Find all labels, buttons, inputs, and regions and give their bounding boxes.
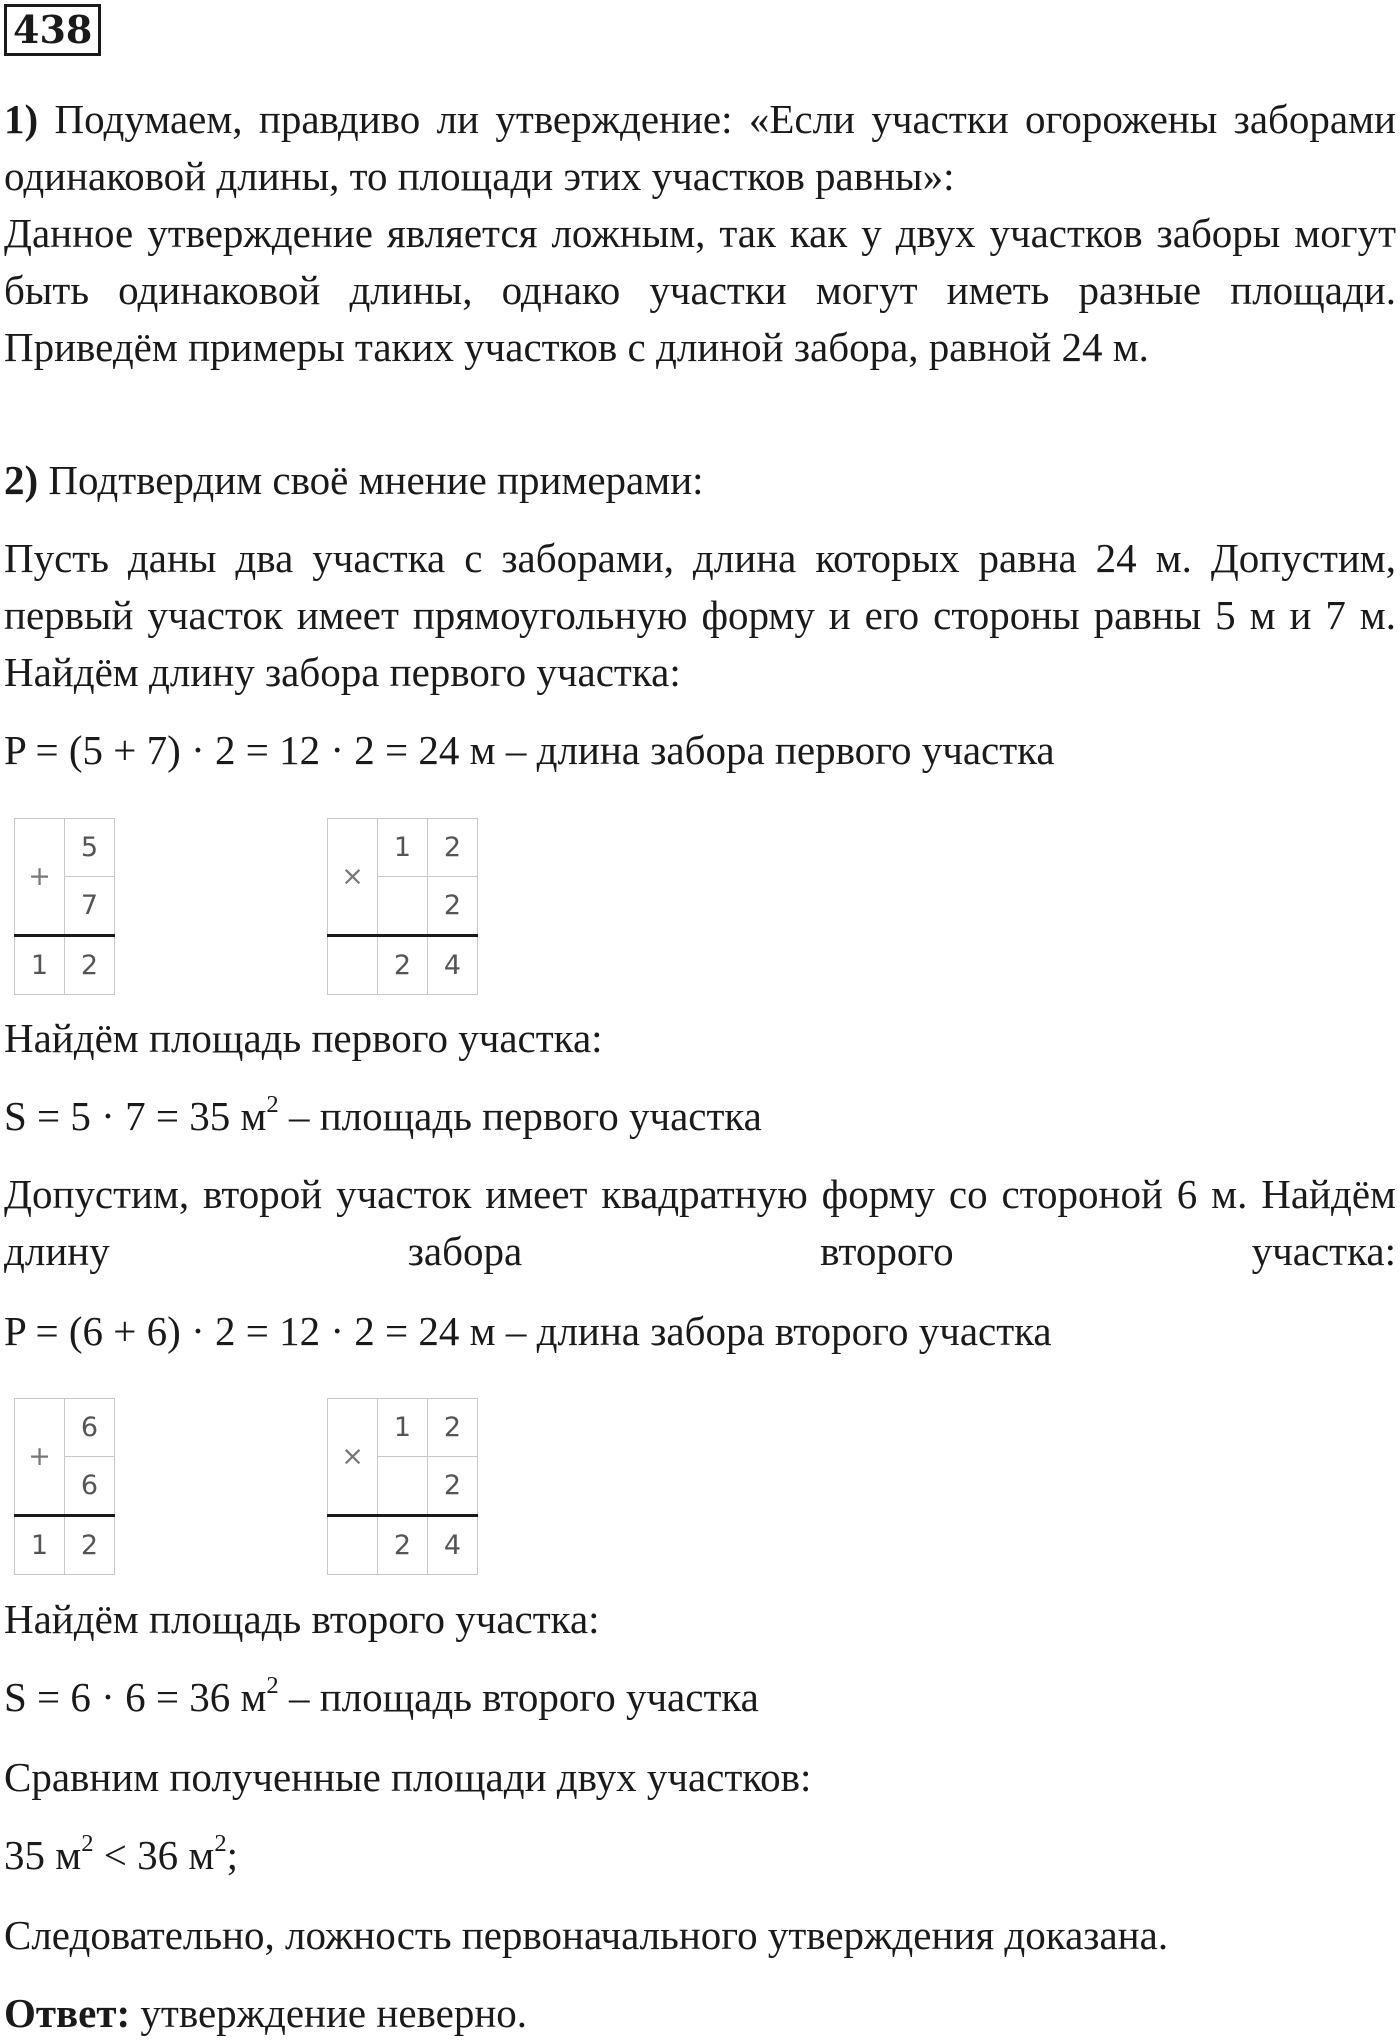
- result-digit: 4: [428, 936, 478, 995]
- digit-cell: 2: [428, 1457, 478, 1516]
- part2-paragraph: [4, 452, 704, 509]
- result-digit: 2: [65, 1516, 115, 1575]
- perimeter-equation-2: P = (6 + 6) · 2 = 12 · 2 = 24 м – длина забора второго участка: [4, 1308, 1052, 1354]
- times-sign: ×: [328, 819, 378, 936]
- compare-text: Сравним полученные площади двух участков:: [4, 1754, 812, 1800]
- result-digit: 2: [378, 1516, 428, 1575]
- result-digit: 2: [65, 936, 115, 995]
- digit-cell: 1: [378, 819, 428, 877]
- times-sign: ×: [328, 1399, 378, 1516]
- answer-text: утверждение неверно.: [130, 1990, 528, 2036]
- multiplication-grid-1: [327, 818, 478, 995]
- part1-paragraph: [4, 91, 1396, 205]
- conclusion-text: Следовательно, ложность первоначального утверждения доказана.: [4, 1912, 1169, 1958]
- addition-grid-2: [14, 1398, 115, 1575]
- result-digit: 1: [15, 936, 65, 995]
- result-digit: 4: [428, 1516, 478, 1575]
- plus-sign: +: [15, 1399, 65, 1516]
- task-number: 438: [4, 4, 101, 56]
- plus-sign: +: [15, 819, 65, 936]
- digit-cell: 6: [65, 1399, 115, 1457]
- part1-label: 1): [4, 96, 39, 142]
- intro-paragraph: Пусть даны два участка с заборами, длина которых равна 24 м. Допустим, первый участок имеет прямоугольную форму и его стороны равны 5 м и 7 м. Найдём длину забора первого участка:: [4, 535, 1396, 695]
- digit-cell: 7: [65, 877, 115, 936]
- empty-cell: [378, 1457, 428, 1516]
- multiplication-grid-2: [327, 1398, 478, 1575]
- empty-cell: [378, 877, 428, 936]
- second-plot-paragraph: Допустим, второй участок имеет квадратную форму со стороной 6 м. Найдём длину забора второго участка:: [4, 1171, 1396, 1274]
- digit-cell: 2: [428, 1399, 478, 1457]
- answer-line: [4, 1985, 527, 2042]
- digit-cell: 2: [428, 819, 478, 877]
- empty-cell: [328, 936, 378, 995]
- answer-label: Ответ:: [4, 1990, 131, 2036]
- empty-cell: [328, 1516, 378, 1575]
- digit-cell: 5: [65, 819, 115, 877]
- perimeter-equation-1: P = (5 + 7) · 2 = 12 · 2 = 24 м – длина забора первого участка: [4, 727, 1055, 773]
- area-equation-1: S = 5 · 7 = 35 $м^2$ – площадь первого участка: [4, 1090, 762, 1139]
- part1-text: Подумаем, правдиво ли утверждение: «Если участки огорожены заборами одинаковой длины, то площади этих участков равны»:: [4, 96, 1396, 199]
- explanation-paragraph: Данное утверждение является ложным, так как у двух участков заборы могут быть одинаковой длины, однако участки могут иметь разные площади. Приведём примеры таких участков с длиной забора, равной 24 м.: [4, 210, 1396, 370]
- digit-cell: 1: [378, 1399, 428, 1457]
- result-digit: 2: [378, 936, 428, 995]
- part2-text: Подтвердим своё мнение примерами:: [38, 457, 704, 503]
- find-area-2: Найдём площадь второго участка:: [4, 1596, 600, 1642]
- area-equation-2: S = 6 · 6 = 36 $м^2$ – площадь второго участка: [4, 1671, 759, 1720]
- digit-cell: 2: [428, 877, 478, 936]
- inequality: 35 $м^2 < 36$ $м^2$;: [4, 1829, 239, 1878]
- find-area-1: Найдём площадь первого участка:: [4, 1015, 603, 1061]
- part2-label: 2): [4, 457, 39, 503]
- digit-cell: 6: [65, 1457, 115, 1516]
- addition-grid-1: [14, 818, 115, 995]
- result-digit: 1: [15, 1516, 65, 1575]
